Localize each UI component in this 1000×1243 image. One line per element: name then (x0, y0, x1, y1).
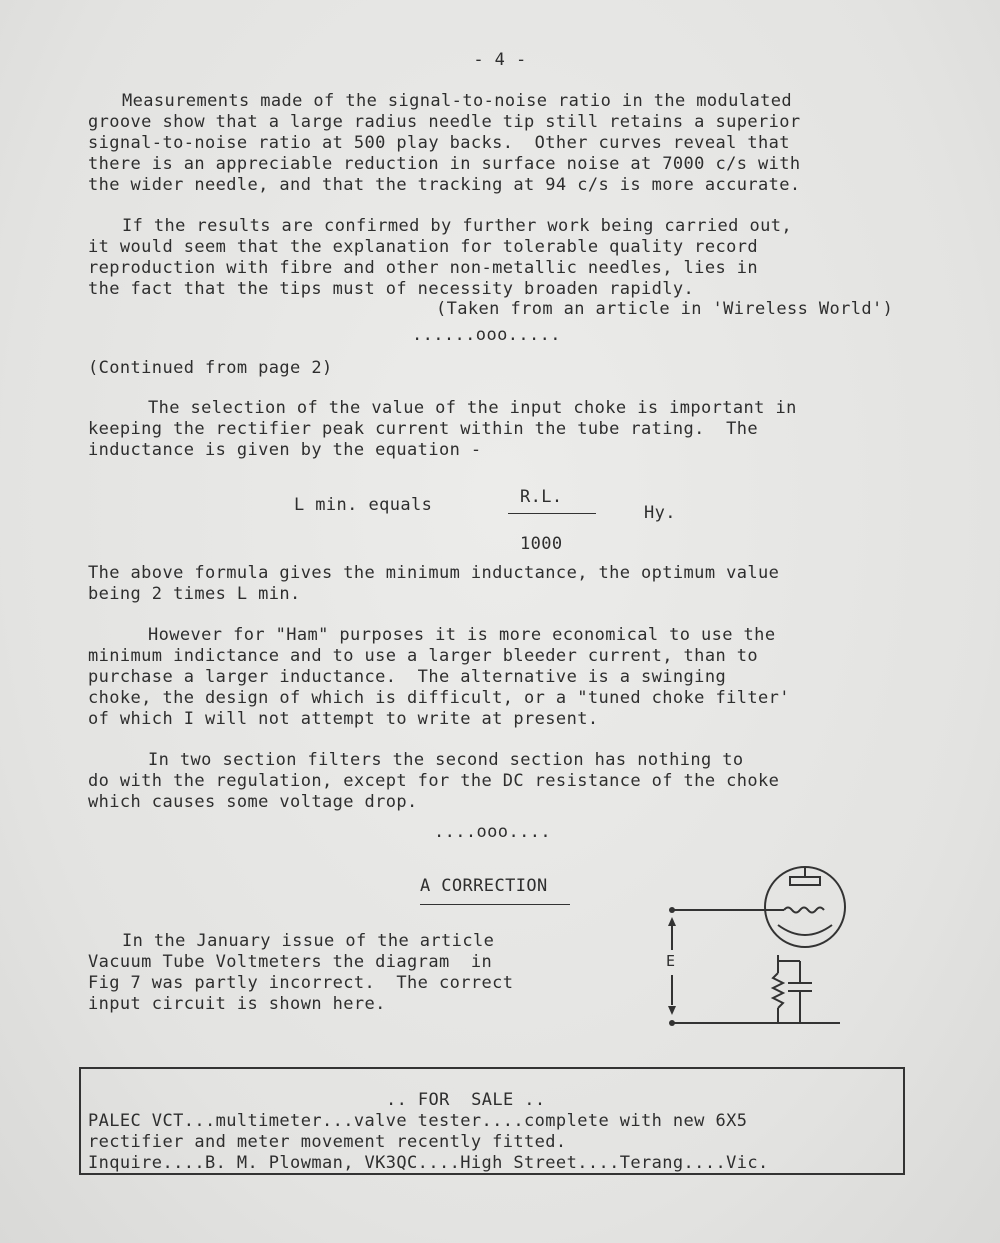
para5-line: minimum indictance and to use a larger bleeder current, than to (88, 646, 758, 666)
continued-note: (Continued from page 2) (88, 358, 333, 378)
para3-line: The selection of the value of the input choke is important in (148, 398, 797, 418)
separator: ......ooo..... (412, 325, 561, 345)
para6-line: In two section filters the second section has nothing to (148, 750, 744, 770)
advert-title: .. FOR SALE .. (386, 1090, 546, 1110)
advert-line: Inquire....B. M. Plowman, VK3QC....High Street....Terang....Vic. (88, 1153, 769, 1173)
page-number: - 4 - (473, 50, 527, 70)
para4-line: being 2 times L min. (88, 584, 301, 604)
para3-line: keeping the rectifier peak current within the tube rating. The (88, 419, 758, 439)
diagram-voltage-label: E (666, 952, 676, 970)
para1-line: groove show that a large radius needle tip still retains a superior (88, 112, 801, 132)
attribution: (Taken from an article in 'Wireless World') (436, 299, 894, 319)
para5-line: purchase a larger inductance. The alternative is a swinging (88, 667, 727, 687)
input-circuit-diagram (650, 855, 850, 1035)
para1-line: Measurements made of the signal-to-noise ratio in the modulated (122, 91, 792, 111)
correction-heading: A CORRECTION (420, 876, 548, 896)
para2-line: reproduction with fibre and other non-metallic needles, lies in (88, 258, 758, 278)
para7-line: Vacuum Tube Voltmeters the diagram in (88, 952, 493, 972)
para2-line: If the results are confirmed by further work being carried out, (122, 216, 792, 236)
para1-line: there is an appreciable reduction in surface noise at 7000 c/s with (88, 154, 801, 174)
para2-line: it would seem that the explanation for tolerable quality record (88, 237, 758, 257)
separator: ....ooo.... (434, 822, 551, 842)
advert-line: PALEC VCT...multimeter...valve tester....complete with new 6X5 (88, 1111, 748, 1131)
heading-underline (420, 904, 570, 905)
para7-line: Fig 7 was partly incorrect. The correct (88, 973, 514, 993)
para6-line: which causes some voltage drop. (88, 792, 418, 812)
para7-line: In the January issue of the article (122, 931, 495, 951)
advert-line: rectifier and meter movement recently fitted. (88, 1132, 567, 1152)
equation-numerator: R.L. (520, 487, 563, 507)
equation-unit: Hy. (644, 503, 676, 523)
para7-line: input circuit is shown here. (88, 994, 386, 1014)
para5-line: choke, the design of which is difficult, or a "tuned choke filter' (88, 688, 790, 708)
fraction-bar (508, 513, 596, 514)
para1-line: the wider needle, and that the tracking at 94 c/s is more accurate. (88, 175, 801, 195)
para5-line: of which I will not attempt to write at present. (88, 709, 599, 729)
para4-line: The above formula gives the minimum inductance, the optimum value (88, 563, 780, 583)
para2-line: the fact that the tips must of necessity broaden rapidly. (88, 279, 695, 299)
equation-denominator: 1000 (520, 534, 563, 554)
para6-line: do with the regulation, except for the DC resistance of the choke (88, 771, 780, 791)
equation-lhs: L min. equals (294, 495, 433, 515)
para5-line: However for "Ham" purposes it is more economical to use the (148, 625, 776, 645)
para3-line: inductance is given by the equation - (88, 440, 482, 460)
para1-line: signal-to-noise ratio at 500 play backs. Other curves reveal that (88, 133, 790, 153)
